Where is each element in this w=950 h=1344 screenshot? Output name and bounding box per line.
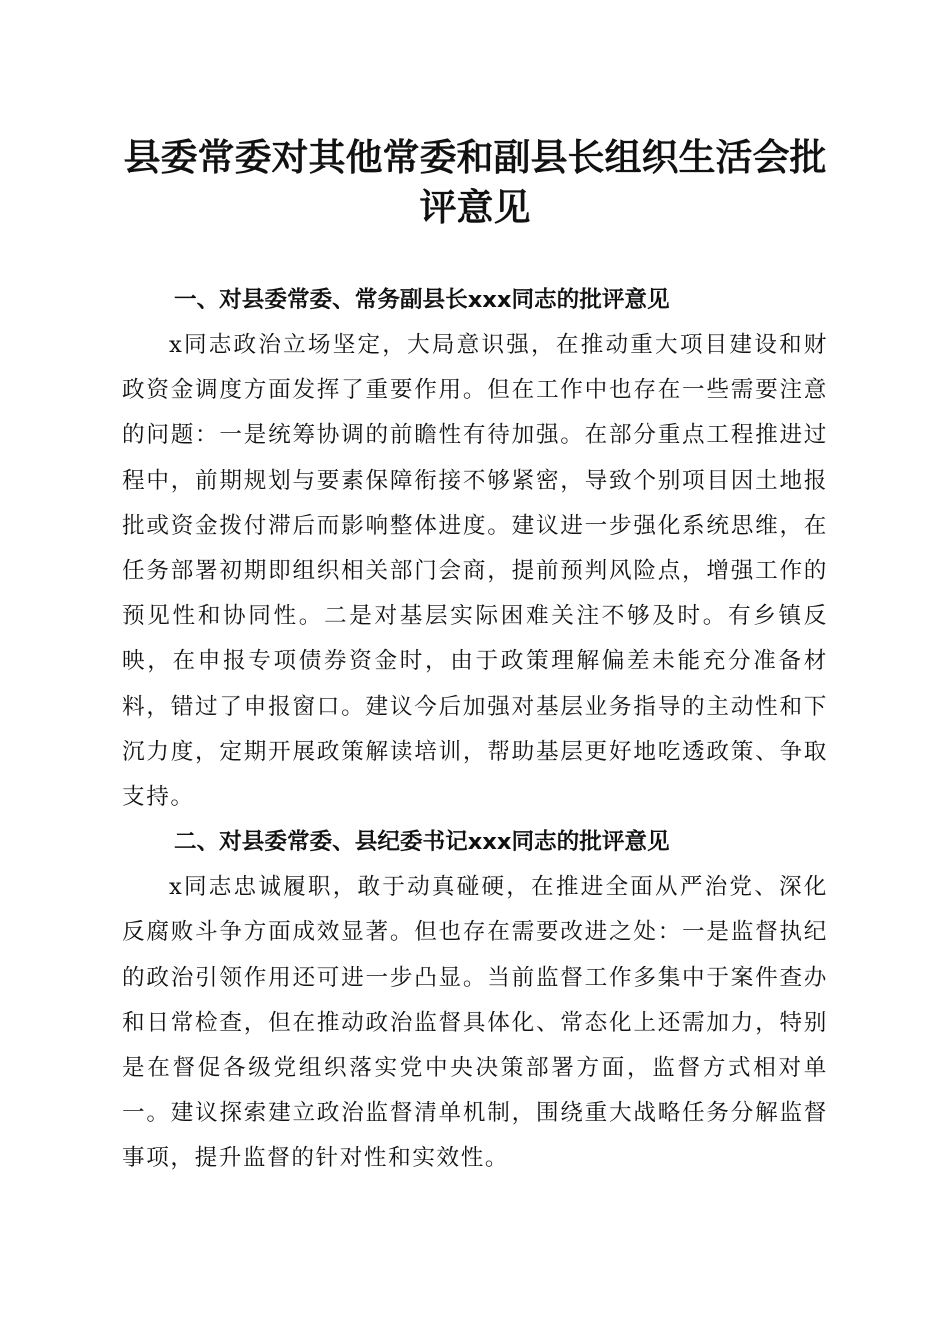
section-2-heading: 二、对县委常委、县纪委书记xxx同志的批评意见 [174, 829, 670, 856]
document-title: 县委常委对其他常委和副县长组织生活会批评意见 [123, 135, 827, 229]
section-1-heading: 一、对县委常委、常务副县长xxx同志的批评意见 [174, 287, 670, 313]
section-2-paragraph: x同志忠诚履职，敢于动真碰硬，在推进全面从严治党、深化反腐败斗争方面成效显著。但也存在需要改进之处：一是监督执纪的政治引领作用还可进一步凸显。当前监督工作多集中于案件查办和日常检查，但在推动政治监督具体化、常态化上还需加力，特别是在督促各级党组织落实党中央决策部署方面，监督方式相对单一。建议探索建立政治监督清单机制，围绕重大战略任务分解监督事项，提升监督的针对性和实效性。 [122, 874, 828, 1172]
section-1-paragraph: x同志政治立场坚定，大局意识强，在推动重大项目建设和财政资金调度方面发挥了重要作用。但在工作中也存在一些需要注意的问题：一是统筹协调的前瞻性有待加强。在部分重点工程推进过程中，前期规划与要素保障衔接不够紧密，导致个别项目因土地报批或资金拨付滞后而影响整体进度。建议进一步强化系统思维，在任务部署初期即组织相关部门会商，提前预判风险点，增强工作的预见性和协同性。二是对基层实际困难关注不够及时。有乡镇反映，在申报专项债券资金时，由于政策理解偏差未能充分准备材料，错过了申报窗口。建议今后加强对基层业务指导的主动性和下沉力度，定期开展政策解读培训，帮助基层更好地吃透政策、争取支持。 [122, 332, 828, 811]
document-body [122, 278, 828, 1182]
